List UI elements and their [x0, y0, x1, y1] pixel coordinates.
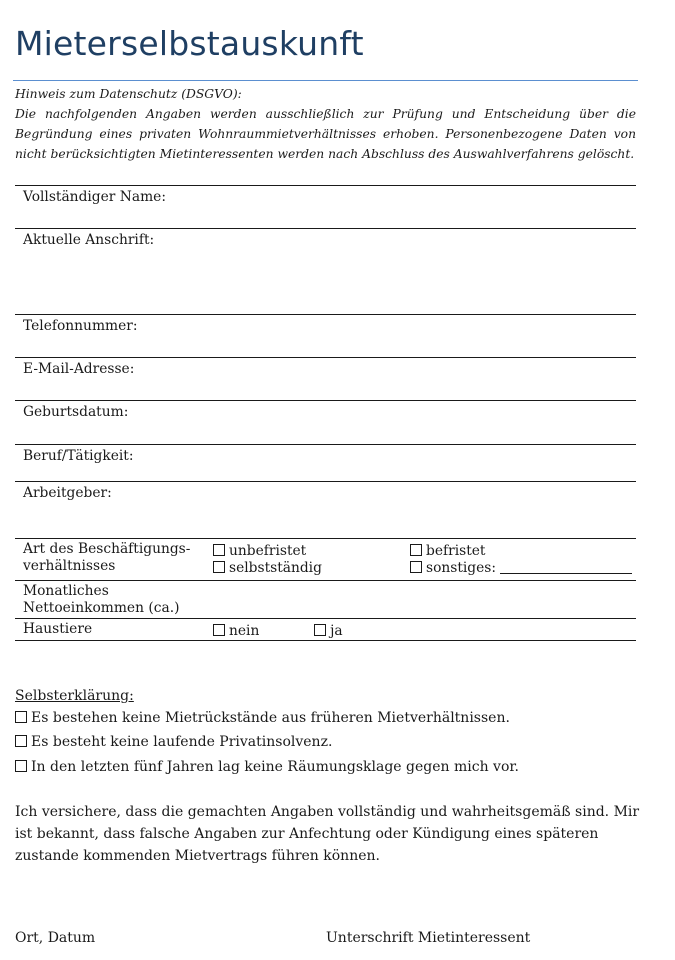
option-ja[interactable] — [314, 623, 343, 639]
option-nein[interactable] — [213, 623, 259, 639]
place-date-label: Ort, Datum — [15, 930, 96, 946]
birthdate-label: Geburtsdatum: — [23, 404, 129, 420]
checkbox-declaration-3[interactable] — [15, 760, 27, 772]
row-email[interactable] — [15, 358, 636, 401]
signature-label: Unterschrift Mietinteressent — [326, 930, 531, 946]
pets-options — [213, 619, 636, 641]
row-phone[interactable] — [15, 315, 636, 358]
title-divider — [13, 80, 638, 81]
occupation-label: Beruf/Tätigkeit: — [23, 448, 134, 464]
row-pets — [15, 619, 636, 641]
checkbox-declaration-1[interactable] — [15, 711, 27, 723]
option-ja-label: ja — [330, 623, 343, 639]
pets-label: Haustiere — [23, 621, 93, 637]
employer-label: Arbeitgeber: — [23, 485, 112, 501]
option-sonstiges-label: sonstiges: — [426, 560, 497, 576]
checkbox-sonstiges[interactable] — [410, 561, 422, 573]
option-sonstiges[interactable] — [410, 560, 636, 577]
declaration-item-1[interactable] — [15, 710, 510, 726]
checkbox-selbststaendig[interactable] — [213, 561, 225, 573]
declaration-text-2: Es besteht keine laufende Privatinsolvenz. — [31, 734, 333, 750]
option-befristet-label: befristet — [426, 543, 486, 559]
declaration-text-3: In den letzten fünf Jahren lag keine Räumungsklage gegen mich vor. — [31, 759, 520, 775]
email-label: E-Mail-Adresse: — [23, 361, 135, 377]
phone-label: Telefonnummer: — [23, 318, 138, 334]
privacy-body: Die nachfolgenden Angaben werden ausschließlich zur Prüfung und Entscheidung über die Begründung eines privaten Wohnraummietverhältnisses erhoben. Personenbezogene Daten von nicht berücksichtigten Mietinteressenten werden nach Abschluss des Auswahlverfahrens gelöscht. — [15, 107, 636, 161]
employment-type-label-line1: Art des Beschäftigungs- — [23, 541, 191, 557]
row-address[interactable] — [15, 229, 636, 315]
privacy-notice — [15, 84, 636, 164]
employment-options-col1 — [213, 539, 410, 581]
checkbox-declaration-2[interactable] — [15, 735, 27, 747]
option-unbefristet-label: unbefristet — [229, 543, 307, 559]
employment-options-col2 — [410, 539, 636, 581]
option-selbststaendig-label: selbstständig — [229, 560, 322, 576]
row-employer[interactable] — [15, 482, 636, 539]
income-label-line1: Monatliches — [23, 583, 109, 599]
employment-type-label — [15, 539, 213, 581]
income-label — [15, 581, 636, 619]
self-declaration-title: Selbsterklärung: — [15, 688, 134, 704]
option-selbststaendig[interactable] — [213, 560, 410, 577]
row-income[interactable] — [15, 581, 636, 619]
privacy-heading: Hinweis zum Datenschutz (DSGVO): — [15, 87, 242, 101]
page-title: Mieterselbstauskunft — [15, 24, 364, 63]
applicant-form-table — [15, 185, 636, 641]
employment-type-label-line2: verhältnisses — [23, 558, 116, 574]
option-unbefristet[interactable] — [213, 543, 410, 560]
option-nein-label: nein — [229, 623, 260, 639]
declaration-item-3[interactable] — [15, 759, 519, 775]
checkbox-nein[interactable] — [213, 624, 225, 636]
assurance-text: Ich versichere, dass die gemachten Angaben vollständig und wahrheitsgemäß sind. Mir ist bekannt, dass falsche Angaben zur Anfechtung oder Kündigung eines späteren zustande kommenden Mietvertrags führen können. — [15, 804, 640, 864]
declaration-text-1: Es bestehen keine Mietrückstände aus früheren Mietverhältnissen. — [31, 710, 510, 726]
address-label: Aktuelle Anschrift: — [23, 232, 155, 248]
sonstiges-input-line[interactable] — [500, 573, 632, 574]
checkbox-ja[interactable] — [314, 624, 326, 636]
income-label-line2: Nettoeinkommen (ca.) — [23, 600, 180, 616]
row-employment-type — [15, 539, 636, 581]
declaration-item-2[interactable] — [15, 734, 332, 750]
row-birthdate[interactable] — [15, 401, 636, 445]
option-befristet[interactable] — [410, 543, 636, 560]
row-occupation[interactable] — [15, 445, 636, 482]
checkbox-unbefristet[interactable] — [213, 544, 225, 556]
full-name-label: Vollständiger Name: — [23, 189, 166, 205]
row-full-name[interactable] — [15, 186, 636, 229]
checkbox-befristet[interactable] — [410, 544, 422, 556]
